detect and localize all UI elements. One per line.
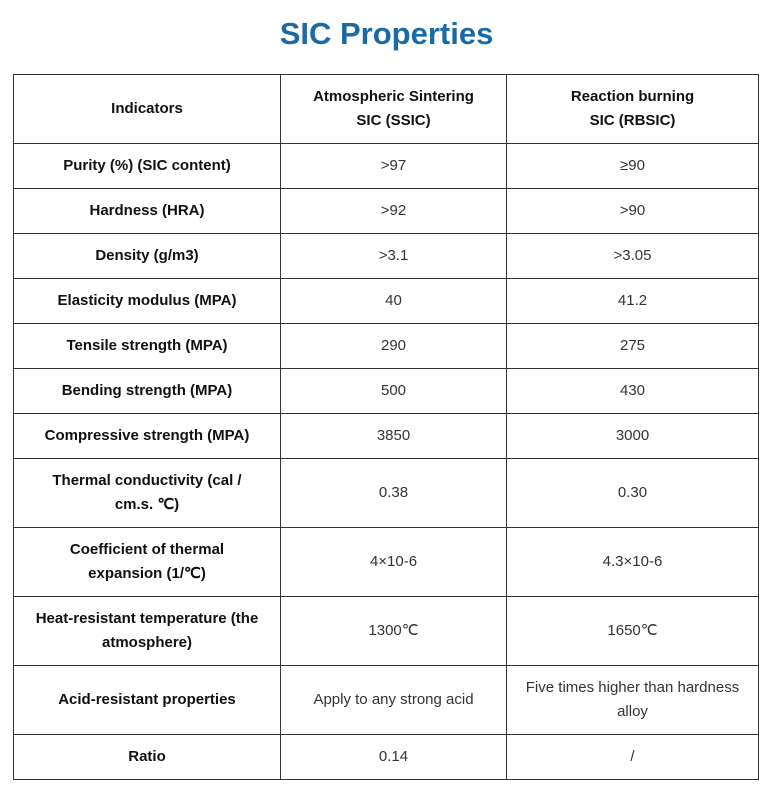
- indicator-text: Thermal conductivity (cal /: [52, 472, 242, 489]
- header-indicators: [14, 75, 281, 144]
- indicator-text: Bending strength (MPA): [61, 382, 233, 399]
- ssic-value-cell: [281, 735, 507, 780]
- rbsic-value: 4.3×10-6: [602, 553, 663, 570]
- table-row: [14, 528, 759, 597]
- ssic-value-cell: [281, 324, 507, 369]
- ssic-value-cell: [281, 414, 507, 459]
- rbsic-value-cell: [507, 144, 759, 189]
- indicator-text: Compressive strength (MPA): [44, 427, 250, 444]
- header-line: Reaction burning: [570, 88, 695, 105]
- header-line: SIC (SSIC): [356, 112, 431, 129]
- indicator-text: Purity (%) (SIC content): [63, 157, 231, 174]
- ssic-value: >92: [380, 202, 407, 219]
- ssic-value: >97: [380, 157, 407, 174]
- ssic-value: Apply to any strong acid: [313, 691, 474, 708]
- ssic-value-cell: [281, 189, 507, 234]
- rbsic-value-cell: [507, 324, 759, 369]
- ssic-value: 0.38: [378, 484, 409, 501]
- page-title: SIC Properties: [279, 16, 494, 51]
- indicator-text: Tensile strength (MPA): [66, 337, 228, 354]
- ssic-value-cell: [281, 459, 507, 528]
- rbsic-value-cell: [507, 459, 759, 528]
- header-line: Indicators: [111, 100, 183, 117]
- table-row: [14, 189, 759, 234]
- rbsic-value-cell: [507, 189, 759, 234]
- rbsic-value: Five times higher than hardness: [525, 679, 740, 696]
- rbsic-value-cell: [507, 279, 759, 324]
- indicator-text: cm.s. ℃): [114, 496, 180, 513]
- indicator-text: Density (g/m3): [95, 247, 199, 264]
- rbsic-value: 1650℃: [607, 622, 658, 639]
- table-row: [14, 735, 759, 780]
- indicator-text: Coefficient of thermal: [69, 541, 225, 558]
- ssic-value-cell: [281, 144, 507, 189]
- rbsic-value: alloy: [617, 703, 648, 720]
- table-row: [14, 369, 759, 414]
- ssic-value: 4×10-6: [369, 553, 418, 570]
- table-header-row: [14, 75, 759, 144]
- indicator-cell: [14, 279, 281, 324]
- indicator-text: atmosphere): [101, 634, 193, 651]
- table-row: [14, 144, 759, 189]
- table-row: [14, 459, 759, 528]
- indicator-cell: [14, 666, 281, 735]
- rbsic-value-cell: [507, 234, 759, 279]
- rbsic-value-cell: [507, 528, 759, 597]
- header-ssic: [281, 75, 507, 144]
- rbsic-value-cell: [507, 369, 759, 414]
- indicator-cell: [14, 369, 281, 414]
- indicator-text: Heat-resistant temperature (the: [35, 610, 259, 627]
- indicator-cell: [14, 324, 281, 369]
- table-row: [14, 414, 759, 459]
- rbsic-value: >3.05: [613, 247, 652, 264]
- rbsic-value-cell: [507, 735, 759, 780]
- ssic-value: 1300℃: [368, 622, 419, 639]
- ssic-value: >3.1: [378, 247, 409, 264]
- ssic-value: 0.14: [378, 748, 409, 765]
- indicator-text: Hardness (HRA): [89, 202, 205, 219]
- indicator-cell: [14, 528, 281, 597]
- rbsic-value: 0.30: [617, 484, 648, 501]
- indicator-cell: [14, 234, 281, 279]
- indicator-text: expansion (1/℃): [88, 565, 206, 582]
- rbsic-value: 430: [619, 382, 646, 399]
- rbsic-value-cell: [507, 597, 759, 666]
- table-row: [14, 597, 759, 666]
- ssic-value-cell: [281, 528, 507, 597]
- rbsic-value-cell: [507, 666, 759, 735]
- rbsic-value: 3000: [615, 427, 650, 444]
- indicator-cell: [14, 459, 281, 528]
- ssic-value-cell: [281, 597, 507, 666]
- indicator-text: Acid-resistant properties: [58, 691, 236, 708]
- table-row: [14, 666, 759, 735]
- table-row: [14, 279, 759, 324]
- indicator-cell: [14, 144, 281, 189]
- ssic-value-cell: [281, 369, 507, 414]
- ssic-value-cell: [281, 234, 507, 279]
- ssic-value-cell: [281, 279, 507, 324]
- properties-table: [13, 74, 759, 780]
- ssic-value: 290: [380, 337, 407, 354]
- rbsic-value: ≥90: [620, 157, 645, 174]
- indicator-cell: [14, 414, 281, 459]
- ssic-value: 3850: [376, 427, 411, 444]
- indicator-cell: [14, 735, 281, 780]
- indicator-text: Ratio: [128, 748, 166, 765]
- table-row: [14, 234, 759, 279]
- rbsic-value: 275: [619, 337, 646, 354]
- rbsic-value-cell: [507, 414, 759, 459]
- indicator-text: Elasticity modulus (MPA): [57, 292, 237, 309]
- indicator-cell: [14, 189, 281, 234]
- ssic-value: 500: [380, 382, 407, 399]
- rbsic-value: 41.2: [617, 292, 648, 309]
- header-line: SIC (RBSIC): [589, 112, 676, 129]
- rbsic-value: /: [630, 748, 635, 765]
- indicator-cell: [14, 597, 281, 666]
- ssic-value: 40: [385, 292, 402, 309]
- header-line: Atmospheric Sintering: [313, 88, 474, 105]
- table-row: [14, 324, 759, 369]
- ssic-value-cell: [281, 666, 507, 735]
- header-rbsic: [507, 75, 759, 144]
- rbsic-value: >90: [619, 202, 646, 219]
